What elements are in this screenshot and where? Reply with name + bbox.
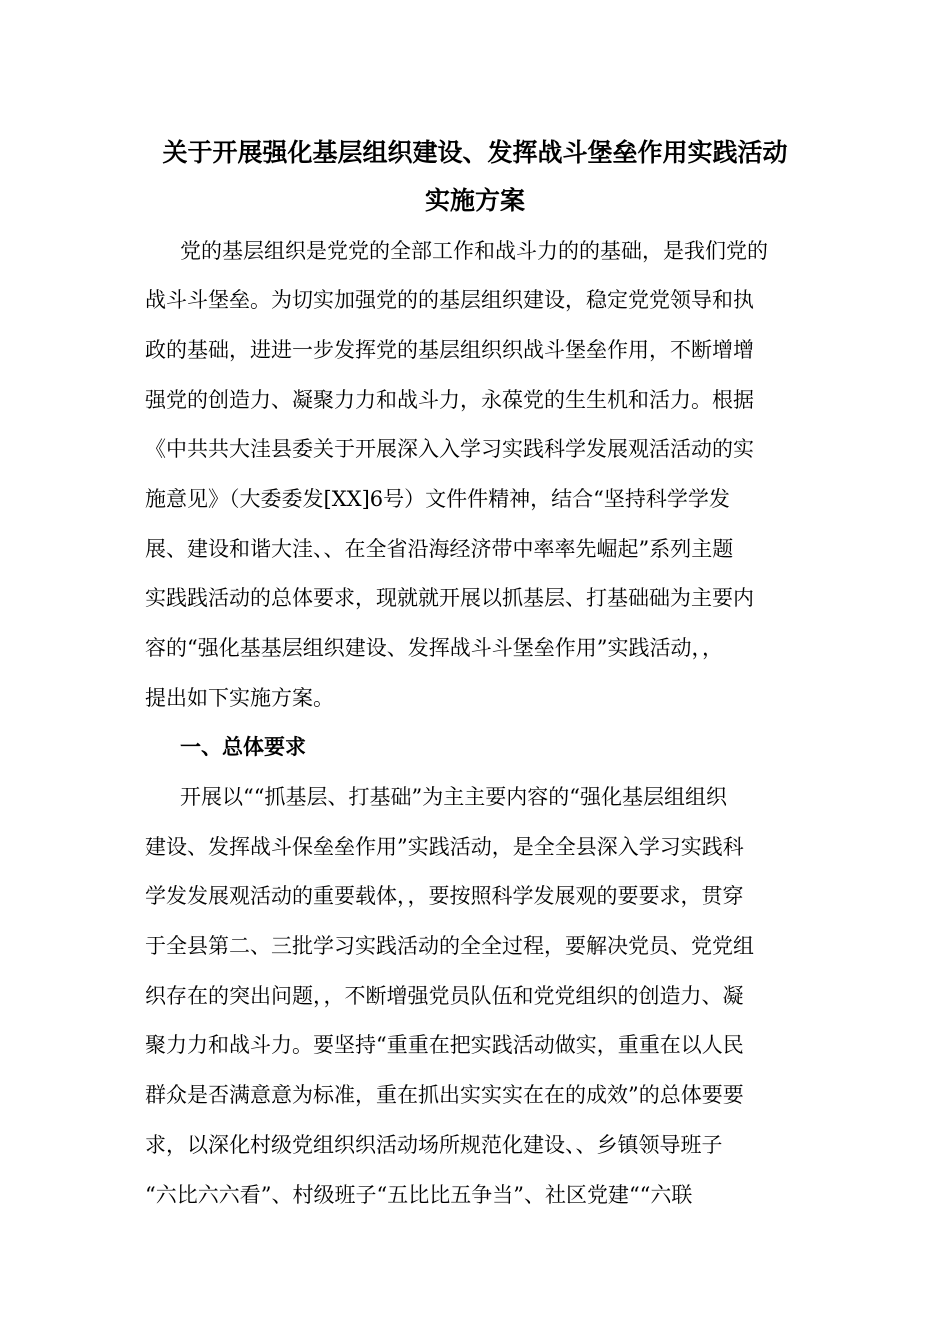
section-1-heading: 一、总体要求	[180, 735, 306, 759]
paragraph-1-line: 战斗斗堡垒。为切实加强党的的基层组织建设，稳定党党领导和执	[145, 288, 754, 312]
paragraph-1-line: 提出如下实施方案。	[145, 686, 334, 710]
paragraph-2-line: 群众是否满意意为标准，重在抓出实实实在在的成效”的总体要要	[145, 1083, 744, 1107]
paragraph-1-line: 实践践活动的总体要求，现就就开展以抓基层、打基础础为主要内	[145, 586, 754, 610]
document-title-line-2: 实施方案	[424, 186, 525, 215]
paragraph-2-line: 求，以深化村级党组织织活动场所规范化建设、、乡镇领导班子	[145, 1133, 723, 1157]
paragraph-2-line: 聚力力和战斗力。要坚持“重重在把实践活动做实，重重在以人民	[145, 1033, 744, 1057]
paragraph-1-line: 容的“强化基基层组织建设、发挥战斗斗堡垒作用”实践活动，，	[145, 636, 723, 660]
paragraph-2-line: 学发发展观活动的重要载体，，要按照科学发展观的要要求，贯穿	[145, 884, 744, 908]
paragraph-1-line: 施意见》（大委委发[XX]6号）文件件精神，结合“坚持科学学发	[145, 487, 730, 511]
paragraph-2-line: 开展以““抓基层、打基础”为主主要内容的“强化基层组组织	[180, 785, 727, 809]
paragraph-2-line: 织存在的突出问题，，不断增强党员队伍和党党组织的创造力、凝	[145, 984, 744, 1008]
paragraph-1-line: 强党的创造力、凝聚力力和战斗力，永葆党的生生机和活力。根据	[145, 388, 754, 412]
paragraph-1-line: 政的基础，进进一步发挥党的基层组织织战斗堡垒作用，不断增增	[145, 338, 754, 362]
paragraph-2-line: 于全县第二、三批学习实践活动的全全过程，要解决党员、党党组	[145, 934, 754, 958]
document-title-line-1: 关于开展强化基层组织建设、发挥战斗堡垒作用实践活动	[162, 138, 788, 167]
paragraph-2-line: 建设、发挥战斗保垒垒作用”实践活动，是全全县深入学习实践科	[145, 835, 744, 859]
paragraph-2-line: “六比六六看”、村级班子“五比比五争当”、社区党建““六联	[145, 1183, 693, 1207]
paragraph-1-line: 展、建设和谐大洼、、在全省沿海经济带中率率先崛起”系列主题	[145, 537, 734, 561]
paragraph-1-line: 《中共共大洼县委关于开展深入入学习实践科学发展观活活动的实	[145, 437, 754, 461]
paragraph-1-line: 党的基层组织是党党的全部工作和战斗力的的基础，是我们党的	[180, 239, 768, 263]
